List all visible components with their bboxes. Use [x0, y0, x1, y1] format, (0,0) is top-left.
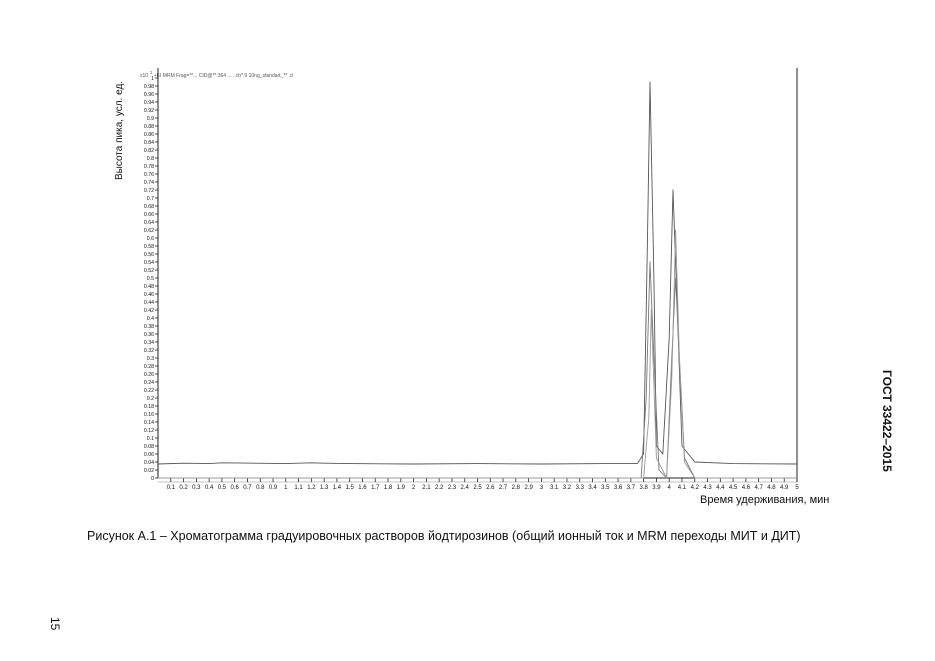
x-tick-label: 2.7 — [498, 485, 508, 491]
y-tick-label: 0.56 — [143, 252, 154, 258]
x-tick-label: 3.3 — [575, 485, 584, 491]
x-tick-label: 1.4 — [332, 485, 342, 491]
y-tick-label: 0.16 — [143, 412, 154, 418]
x-axis-label: Время удерживания, мин — [700, 494, 830, 506]
x-tick-label: 2.8 — [511, 485, 521, 491]
y-tick-label: 0.5 — [146, 276, 154, 282]
y-tick-label: 0.1 — [146, 436, 154, 442]
x-tick-label: 4 — [667, 485, 671, 491]
x-tick-label: 1.8 — [383, 485, 393, 491]
x-tick-label: 3.6 — [613, 485, 623, 491]
figure-caption: Рисунок А.1 – Хроматограмма градуировочных растворов йодтирозинов (общий ионный ток и MRM переходы МИТ и ДИТ) — [87, 529, 801, 543]
y-tick-label: 0.18 — [143, 404, 154, 410]
x-tick-label: 1.3 — [319, 485, 329, 491]
x-tick-label: 3.8 — [639, 485, 648, 491]
x-tick-label: 1.9 — [396, 485, 405, 491]
y-tick-label: 0.84 — [143, 140, 154, 146]
x-tick-label: 0.8 — [256, 485, 265, 491]
x-tick-label: 4.1 — [677, 485, 687, 491]
y-tick-label: 0.32 — [143, 348, 154, 354]
x-tick-label: 4.8 — [767, 485, 776, 491]
y-tick-label: 0.52 — [143, 268, 154, 274]
x-tick-label: 3.1 — [550, 485, 559, 491]
x-tick-label: 1 — [284, 485, 288, 491]
trace-header — [140, 70, 295, 79]
y-tick-label: 0.96 — [143, 92, 154, 98]
x-tick-label: 0.1 — [166, 485, 175, 491]
y-tick-label: 0.8 — [146, 156, 154, 162]
x-tick-label: 0.6 — [230, 485, 239, 491]
y-tick-label: 0.6 — [146, 236, 154, 242]
x-tick-label: 2.6 — [486, 485, 495, 491]
x-tick-label: 0.3 — [192, 485, 201, 491]
x-tick-label: 3.5 — [601, 485, 610, 491]
x-tick-label: 0.4 — [204, 485, 214, 491]
y-tick-label: 0.92 — [143, 108, 154, 114]
series-group — [158, 82, 797, 478]
y-tick-label: 0.86 — [143, 132, 154, 138]
y-tick-label: 0.24 — [143, 380, 154, 386]
y-tick-label: 0.22 — [143, 388, 154, 394]
y-tick-label: 0.38 — [143, 324, 154, 330]
x-tick-label: 3.4 — [588, 485, 597, 491]
y-axis — [144, 76, 158, 482]
y-tick-label: 0.98 — [143, 84, 154, 90]
y-tick-label: 0 — [151, 476, 154, 482]
y-tick-label: 0.48 — [143, 284, 154, 290]
y-tick-label: 0.9 — [146, 116, 154, 122]
y-tick-label: 0.58 — [143, 244, 154, 250]
standard-number: ГОСТ 33422–2015 — [880, 370, 894, 472]
x-axis — [167, 478, 800, 491]
x-tick-label: 2.3 — [447, 485, 457, 491]
x-tick-label: 4.3 — [703, 485, 712, 491]
x-tick-label: 4.2 — [690, 485, 699, 491]
y-tick-label: 0.88 — [143, 124, 154, 130]
x-tick-label: 3.9 — [652, 485, 661, 491]
y-tick-label: 0.42 — [143, 308, 154, 314]
x-tick-label: 3.7 — [626, 485, 636, 491]
x-tick-label: 5 — [795, 485, 799, 491]
x-tick-label: 1.2 — [307, 485, 316, 491]
y-tick-label: 0.68 — [143, 204, 154, 210]
y-tick-label: 0.78 — [143, 164, 154, 170]
x-tick-label: 0.9 — [268, 485, 278, 491]
series-line-2 — [158, 262, 797, 478]
scale-exponent: 2 — [150, 70, 153, 75]
y-tick-label: 0.04 — [143, 460, 154, 466]
x-tick-label: 2.5 — [473, 485, 482, 491]
y-tick-label: 1 — [151, 76, 154, 82]
x-tick-label: 0.2 — [179, 485, 188, 491]
x-tick-label: 1.7 — [371, 485, 380, 491]
y-tick-label: 0.36 — [143, 332, 154, 338]
x-tick-label: 1.1 — [294, 485, 303, 491]
y-tick-label: 0.66 — [143, 212, 154, 218]
x-tick-label: 2.1 — [422, 485, 431, 491]
y-tick-label: 0.02 — [143, 468, 154, 474]
y-tick-label: 0.64 — [143, 220, 154, 226]
x-tick-label: 0.7 — [243, 485, 252, 491]
page-number: 15 — [48, 617, 62, 631]
y-tick-label: 0.62 — [143, 228, 154, 234]
x-tick-label: 4.4 — [716, 485, 725, 491]
y-tick-label: 0.26 — [143, 372, 154, 378]
y-tick-label: 0.44 — [143, 300, 154, 306]
x-tick-label: 2.4 — [460, 485, 469, 491]
x-tick-label: 1.5 — [345, 485, 354, 491]
y-tick-label: 0.7 — [146, 196, 154, 202]
y-tick-label: 0.94 — [143, 100, 154, 106]
y-tick-label: 0.08 — [143, 444, 154, 450]
y-tick-label: 0.72 — [143, 188, 154, 194]
y-tick-label: 0.34 — [143, 340, 154, 346]
y-tick-label: 0.2 — [146, 396, 154, 402]
series-line-3 — [158, 230, 797, 478]
y-tick-label: 0.12 — [143, 428, 154, 434]
x-tick-label: 0.5 — [217, 485, 227, 491]
trace-label: +EI MRM Frag=**... CID@**:364 ... ..ch*.9 10ng_standart_** .d — [153, 72, 293, 79]
y-tick-label: 0.06 — [143, 452, 154, 458]
y-tick-label: 0.46 — [143, 292, 154, 298]
x-tick-label: 4.7 — [754, 485, 763, 491]
x-tick-label: 4.9 — [780, 485, 789, 491]
x-tick-label: 1.6 — [358, 485, 367, 491]
y-tick-label: 0.76 — [143, 172, 154, 178]
x-tick-label: 2.9 — [524, 485, 533, 491]
y-tick-label: 0.4 — [146, 316, 154, 322]
y-tick-label: 0.14 — [143, 420, 154, 426]
y-tick-label: 0.28 — [143, 364, 154, 370]
x-tick-label: 3 — [539, 485, 544, 491]
x-tick-label: 4.6 — [741, 485, 751, 491]
y-tick-label: 0.54 — [143, 260, 154, 266]
x-tick-label: 2 — [411, 485, 416, 491]
y-tick-label: 0.3 — [146, 356, 154, 362]
y-tick-label: 0.74 — [143, 180, 154, 186]
y-axis-label: Высота пика, усл. ед. — [114, 80, 125, 180]
x-tick-label: 2.2 — [434, 485, 444, 491]
series-line-1 — [158, 82, 797, 464]
scale-prefix: x10 — [140, 72, 149, 79]
y-tick-label: 0.82 — [143, 148, 154, 154]
x-tick-label: 4.5 — [728, 485, 738, 491]
plot-frame — [158, 68, 797, 482]
x-tick-label: 3.2 — [562, 485, 572, 491]
